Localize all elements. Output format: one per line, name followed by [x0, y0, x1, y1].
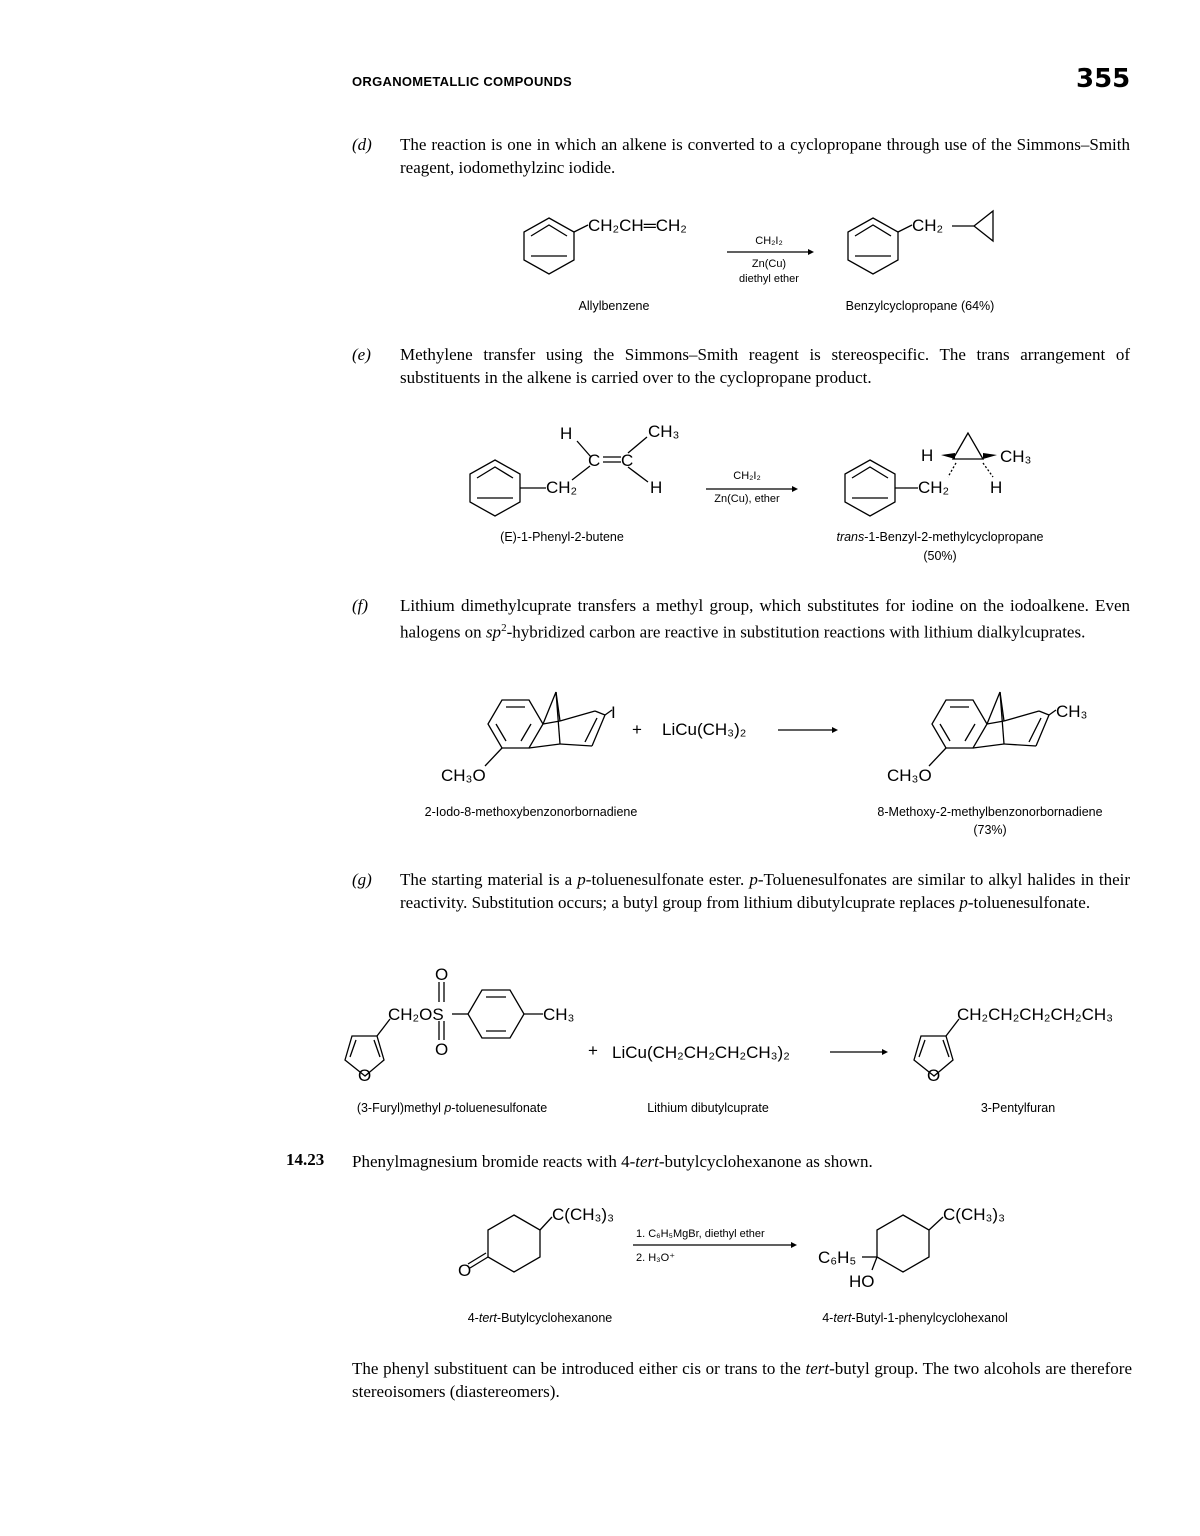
product-name: Benzylcyclopropane (64%)	[845, 299, 995, 313]
cuprate-reagent: LiCu(CH₃)₂	[662, 720, 747, 739]
part-e-text-block	[0, 343, 1200, 393]
hydroxyl-group: HO	[849, 1272, 875, 1291]
product-yield: (50%)	[923, 549, 957, 563]
h-atom: H	[921, 446, 934, 465]
methylene-group: CH₂	[546, 478, 578, 497]
arrowhead-icon	[808, 249, 814, 255]
product-yield: (73%)	[973, 823, 1007, 837]
part-d-text: The reaction is one in which an alkene is converted to a cyclopropane through use of the Simmons–Smith reagent, iodomethylzinc iodide.	[400, 135, 1130, 177]
h-atom: H	[650, 478, 663, 497]
sulfonyl-oxygen: O	[435, 965, 449, 984]
cyclohexanone-ring-icon	[468, 1215, 552, 1272]
product-name: trans-1-Benzyl-2-methylcyclopropane	[836, 530, 1044, 544]
ester-link: CH₂OS	[388, 1005, 444, 1024]
methyl-group: CH₃	[648, 422, 680, 441]
carbon-atom: C	[621, 451, 634, 470]
furan-oxygen: O	[358, 1066, 372, 1085]
reagent-2: Zn(Cu), ether	[714, 493, 780, 505]
iodine-atom: I	[611, 703, 616, 722]
problem-1423-scheme	[0, 1195, 1200, 1335]
part-e-scheme	[0, 415, 1200, 570]
benzene-ring-icon	[470, 437, 648, 516]
cyclopropane-ring-icon	[974, 211, 993, 241]
cyclopropane-ring-icon	[953, 433, 983, 459]
arrowhead-icon	[882, 1049, 888, 1055]
part-f-text: Lithium dimethylcuprate transfers a methyl group, which substitutes for iodine on the iodoalkene. Even halogens on $sp^2$-hybridized carbon are reactive in substitution reactions with lithium dialkylcuprates.	[400, 596, 1130, 642]
methoxy-group: CH₃O	[887, 766, 932, 785]
part-d-scheme	[0, 195, 1200, 325]
h-atom: H	[990, 478, 1003, 497]
part-f-text-block	[0, 594, 1200, 666]
arrowhead-icon	[792, 486, 798, 492]
part-d-label: (d)	[352, 135, 372, 154]
phenyl-group: C₆H₅	[818, 1248, 857, 1267]
part-d-text-block	[0, 133, 1200, 183]
arrowhead-icon	[791, 1242, 797, 1248]
part-e-label: (e)	[352, 345, 371, 364]
reagent-3: diethyl ether	[739, 273, 799, 285]
methyl-group: CH₃	[1000, 447, 1032, 466]
pentyl-chain: CH₂CH₂CH₂CH₂CH₃	[957, 1005, 1114, 1024]
plus-sign: +	[588, 1041, 598, 1060]
reagent-1: 1. C₆H₅MgBr, diethyl ether	[636, 1228, 765, 1240]
ketone-oxygen: O	[458, 1261, 472, 1280]
product-name: 3-Pentylfuran	[980, 1101, 1056, 1115]
reactant-name: (E)-1-Phenyl-2-butene	[500, 530, 624, 544]
part-f-label: (f)	[352, 596, 369, 615]
reagent-name: Lithium dibutylcuprate	[647, 1101, 769, 1115]
part-g-label: (g)	[352, 870, 372, 889]
reactant-name: 2-Iodo-8-methoxybenzonorbornadiene	[424, 805, 638, 819]
benzene-ring-icon	[524, 218, 588, 274]
part-g-text-block	[0, 868, 1200, 940]
problem-number: 14.23	[286, 1150, 325, 1169]
sulfonyl-oxygen: O	[435, 1040, 449, 1059]
reactant-name: (3-Furyl)methyl p-toluenesulfonate	[356, 1101, 548, 1115]
closing-paragraph: The phenyl substituent can be introduced either cis or trans to the tert-butyl group. The two alcohols are therefore stereoisomers (diastereomers).	[352, 1359, 1133, 1401]
reactant-name: Allylbenzene	[578, 299, 650, 313]
problem-text: Phenylmagnesium bromide reacts with 4-tert-butylcyclohexanone as shown.	[352, 1152, 873, 1171]
h-atom: H	[560, 424, 573, 443]
tert-butyl-group: C(CH₃)₃	[552, 1205, 614, 1224]
part-g-text: The starting material is a p-toluenesulfonate ester. p-Toluenesulfonates are similar to alkyl halides in their reactivity. Substitution occurs; a butyl group from lithium dibutylcuprate replaces p-toluenesulfonate.	[400, 870, 1131, 912]
reagent-2: Zn(Cu)	[751, 258, 787, 270]
carbon-atom: C	[588, 451, 601, 470]
part-e-text: Methylene transfer using the Simmons–Smith reagent is stereospecific. The trans arrangement of substituents in the alkene is carried over to the cyclopropane product.	[400, 345, 1130, 387]
cyclohexanol-ring-icon	[862, 1215, 943, 1272]
allyl-group: CH₂CH═CH₂	[588, 216, 687, 235]
part-g-scheme	[0, 960, 1200, 1120]
reagent-2: 2. H₃O⁺	[636, 1252, 676, 1264]
part-f-scheme	[0, 686, 1200, 841]
tert-butyl-group: C(CH₃)₃	[943, 1205, 1005, 1224]
reactant-name: 4-tert-Butylcyclohexanone	[467, 1311, 613, 1325]
methylene-group: CH₂	[918, 478, 950, 497]
benzene-ring-icon	[845, 433, 993, 516]
product-name: 8-Methoxy-2-methylbenzonorbornadiene	[877, 805, 1103, 819]
wedge-bond-icon	[941, 453, 955, 459]
methyl-group: CH₃	[543, 1005, 575, 1024]
cuprate-reagent: LiCu(CH₂CH₂CH₂CH₃)₂	[612, 1043, 790, 1062]
product-name: 4-tert-Butyl-1-phenylcyclohexanol	[822, 1311, 1008, 1325]
methylene-group: CH₂	[912, 216, 944, 235]
page-number: 355	[1076, 64, 1131, 94]
benzonorbornadiene-product-icon	[929, 692, 1056, 766]
reagent-1: CH₂I₂	[733, 470, 761, 482]
reagent-1: CH₂I₂	[755, 235, 783, 247]
running-title: ORGANOMETALLIC COMPOUNDS	[352, 74, 573, 89]
furan-oxygen: O	[927, 1066, 941, 1085]
benzonorbornadiene-reactant-icon	[485, 692, 612, 766]
benzene-ring-icon	[468, 990, 543, 1038]
arrowhead-icon	[832, 727, 838, 733]
plus-sign: +	[632, 720, 642, 739]
wedge-bond-icon	[983, 453, 997, 459]
methyl-group: CH₃	[1056, 702, 1088, 721]
methoxy-group: CH₃O	[441, 766, 486, 785]
